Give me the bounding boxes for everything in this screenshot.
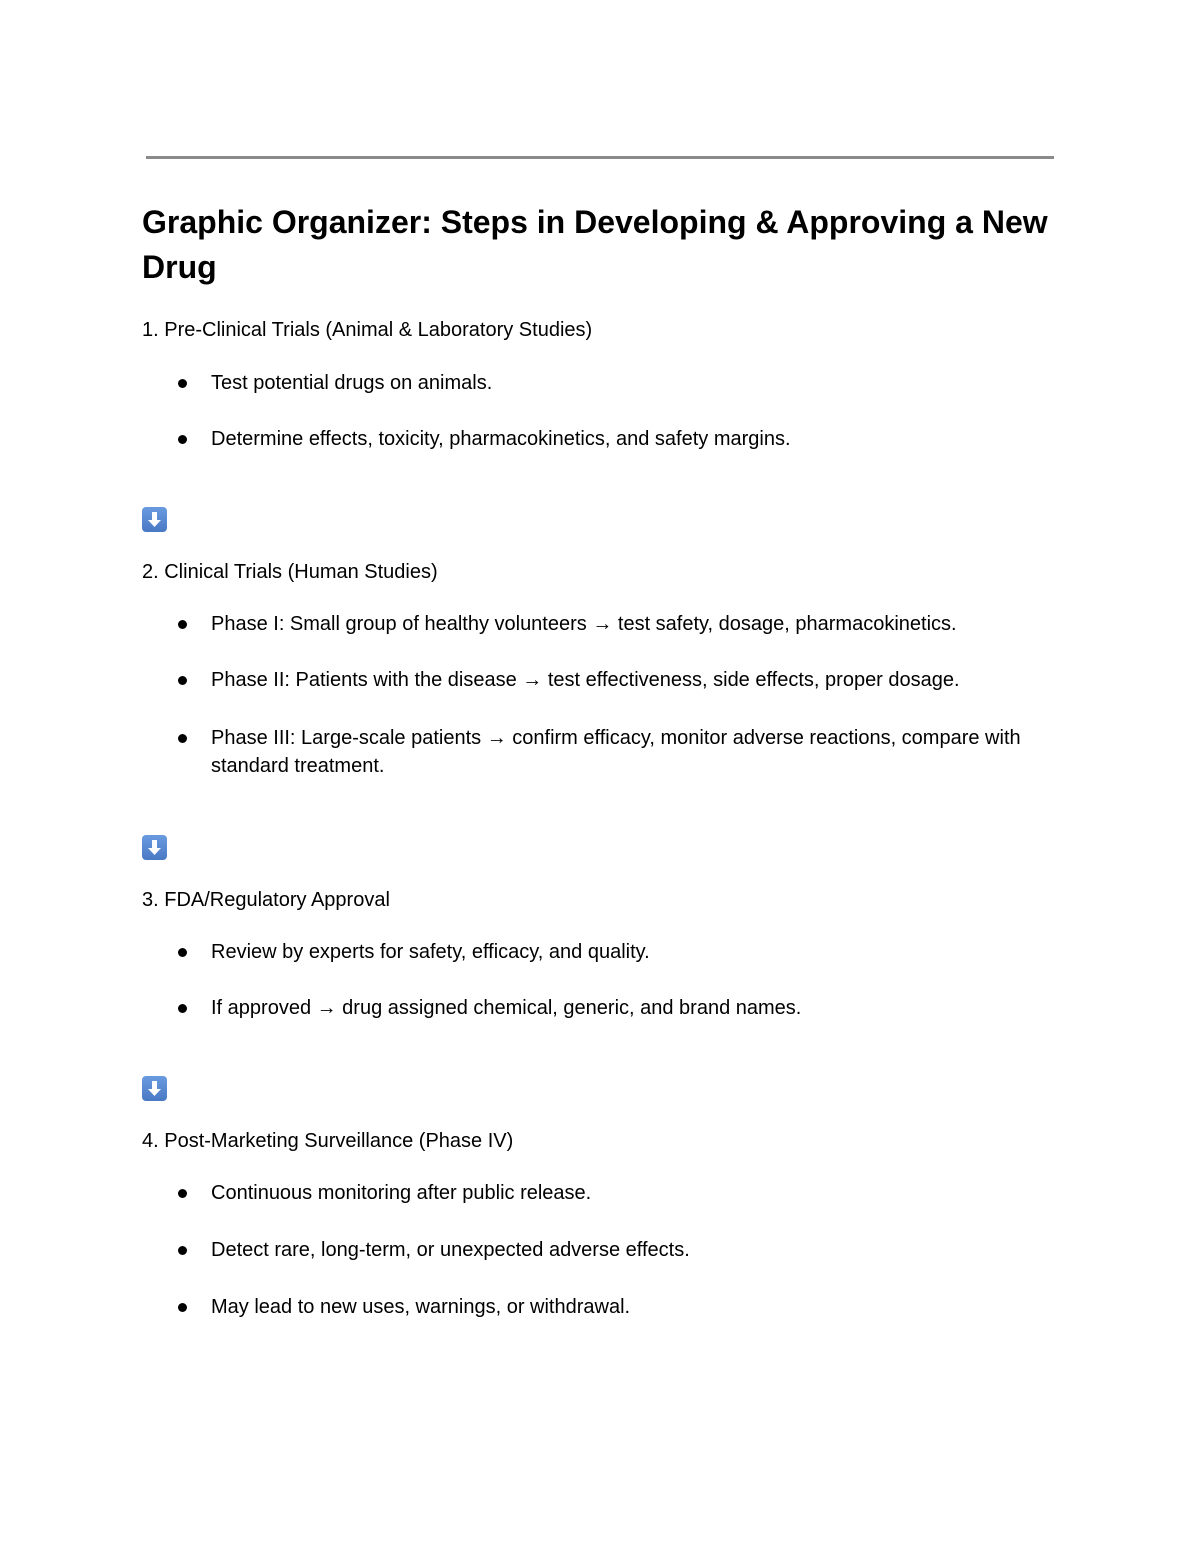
list-item (178, 938, 1053, 966)
list-item-text: Phase III: Large-scale patients → confirm efficacy, monitor adverse reactions, compare with standard treatment. (211, 727, 1021, 777)
step-2-heading: 2. Clinical Trials (Human Studies) (142, 561, 438, 583)
list-item-text: Phase I: Small group of healthy volunteers → test safety, dosage, pharmacokinetics. (211, 613, 957, 635)
list-item (178, 724, 1053, 780)
bullet-icon (178, 948, 187, 957)
list-item (178, 369, 1053, 397)
bullet-icon (178, 1246, 187, 1255)
bullet-icon (178, 1189, 187, 1198)
step-4-heading: 4. Post-Marketing Surveillance (Phase IV) (142, 1130, 514, 1152)
down-arrow-emoji-icon (142, 507, 167, 532)
bullet-icon (178, 1004, 187, 1013)
horizontal-rule (146, 156, 1054, 159)
step-1-heading: 1. Pre-Clinical Trials (Animal & Laboratory Studies) (142, 319, 593, 341)
list-item (178, 666, 1053, 694)
bullet-icon (178, 435, 187, 444)
list-item-text: Detect rare, long-term, or unexpected adverse effects. (211, 1239, 690, 1261)
list-item-text: Test potential drugs on animals. (211, 372, 493, 394)
down-arrow-emoji-icon (142, 835, 167, 860)
bullet-icon (178, 620, 187, 629)
list-item-text: May lead to new uses, warnings, or withdrawal. (211, 1296, 631, 1318)
list-item (178, 1179, 1053, 1207)
list-item-text: Determine effects, toxicity, pharmacokinetics, and safety margins. (211, 428, 791, 450)
list-item (178, 994, 1053, 1022)
down-arrow-emoji-icon (142, 1076, 167, 1101)
bullet-icon (178, 676, 187, 685)
list-item-text: Phase II: Patients with the disease → test effectiveness, side effects, proper dosage. (211, 669, 960, 691)
page-title: Graphic Organizer: Steps in Developing & Approving a New Drug (142, 204, 1048, 285)
list-item (178, 1236, 1053, 1264)
bullet-icon (178, 1303, 187, 1312)
list-item-text: Review by experts for safety, efficacy, and quality. (211, 941, 650, 963)
list-item (178, 425, 1053, 453)
bullet-icon (178, 379, 187, 388)
list-item (178, 1293, 1053, 1321)
list-item-text: If approved → drug assigned chemical, generic, and brand names. (211, 997, 802, 1019)
bullet-icon (178, 734, 187, 743)
list-item (178, 610, 1053, 638)
step-3-heading: 3. FDA/Regulatory Approval (142, 889, 390, 911)
list-item-text: Continuous monitoring after public release. (211, 1182, 592, 1204)
